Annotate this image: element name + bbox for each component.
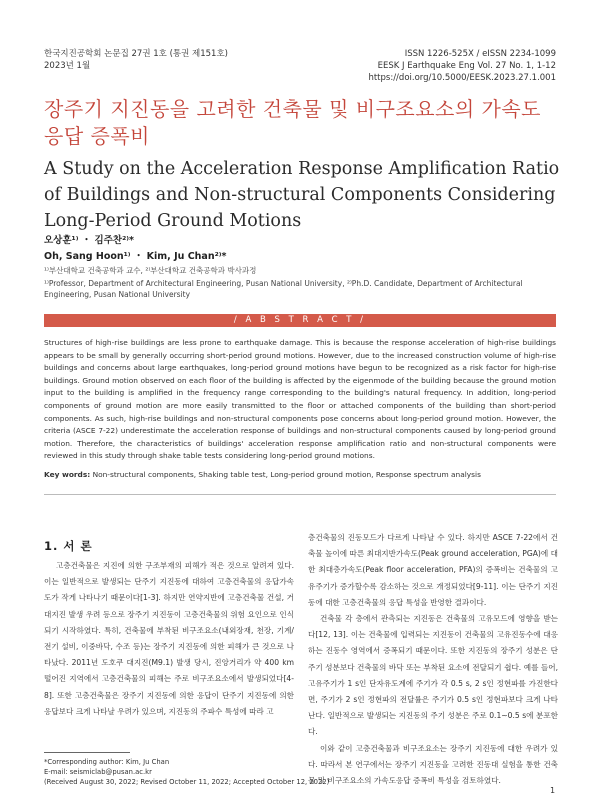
paragraph: 고층건축물은 지진에 의한 구조부재의 피해가 적은 것으로 알려져 있다. 이는 일반적으로 발생되는 단주기 지진동에 대하여 고층건축물의 응답가속도가 작게 나타나기 때문이다[1-3]. 하지만 연약지반에 고층건축물 건설, 거대지진 발생 우려 등으로 장주기 지진동이 고층건축물의 위험 요인으로 인식되기 시작하였다. 특히, 건축물에 부착된 비구조요소(내외장재, 천장, 기계/전기 설비, 이중바닥, 수조 등)는 장주기 지진동에 의한 피해가 큰 것으로 나타났다. 2011년 도호쿠 대지진(M9.1) 발생 당시, 진앙거리가 약 400 km 떨어진 지역에서 고층건축물의 피해는 주로 비구조요소에서 발생되었다[4-8]. 또한 고층건축물은 장주기 지진동에 의한 응답이 단주기 지진동에 의한 응답보다 크게 나타날 우려가 있으며, 지진동의 주파수 특성에 따라 고 [44, 561, 294, 716]
journal-header-right [368, 48, 556, 84]
abstract-banner [44, 314, 556, 327]
page-number: 1 [550, 786, 556, 795]
paragraph: 이와 같이 고층건축물과 비구조요소는 장주기 지진동에 대한 우려가 있다. 따라서 본 연구에서는 장주기 지진동을 고려한 진동대 실험을 통한 건축물 및 비구조요소의 가속도응답 증폭비 특성을 검토하였다. [308, 743, 558, 786]
journal-name-ko: 한국지진공학회 논문집 27권 1호 (통권 제151호) [44, 49, 228, 59]
issn: ISSN 1226-525X / eISSN 2234-1099 [404, 49, 556, 59]
title-korean: 장주기 지진동을 고려한 건축물 및 비구조요소의 가속도 응답 증폭비 [44, 97, 542, 148]
received-dates: (Received August 30, 2022; Revised October 11, 2022; Accepted October 12, 2022) [44, 778, 330, 786]
keywords [44, 470, 556, 479]
email: E-mail: seismiclab@pusan.ac.kr [44, 768, 152, 776]
footnote-divider [44, 752, 130, 753]
paragraph: 층건축물의 진동모드가 다르게 나타날 수 있다. 하지만 ASCE 7-22에서 건축물 높이에 따른 최대지반가속도(Peak ground acceleration, PGA)에 대한 최대층가속도(Peak floor acceleration, PFA)의 증폭비는 건축물의 고유주기가 증가할수록 감소하는 것으로 개정되었다[9-11]. 이는 단주기 지진동에 대한 고층건축물의 응답 특성을 반영한 결과이다. [308, 533, 558, 607]
footnote [44, 757, 329, 787]
section-heading-introduction: 1. 서 론 [44, 539, 93, 553]
keywords-label: Key words: [44, 470, 91, 479]
title-english: A Study on the Acceleration Response Amplification Ratio of Buildings and Non-structural Components Considering Long-Period Ground Motions [44, 159, 560, 231]
keywords-list: Non-structural components, Shaking table test, Long-period ground motion, Response spectrum analysis [92, 470, 481, 479]
abstract-text: Structures of high-rise buildings are less prone to earthquake damage. This is because the response acceleration of high-rise buildings appears to be small by generally occurring short-period ground motions. However, due to the increased construction volume of high-rise buildings and concerns about large earthquakes, long-period ground motions have begun to be recognized as a risk factor for high-rise buildings. Ground motion observed on each floor of the building is affected by the eigenmode of the building because the ground motion input to the building is amplified in the frequency range corresponding to the building's natural frequency. In addition, long-period components of ground motion are more easily transmitted to the floor or attached components of the building than short-period components. As such, high-rise buildings and non-structural components pose concerns about long-period ground motion. However, the criteria (ASCE 7-22) underestimate the acceleration response of buildings and non-structural components caused by long-period ground motion. Therefore, the characteristics of buildings' acceleration response amplification ratio and non-structural components were reviewed in this study through shake table tests considering long-period ground motions. [44, 338, 556, 461]
authors-english: Oh, Sang Hoon¹⁾ ・ Kim, Ju Chan²⁾* [44, 251, 227, 262]
journal-name-en: EESK J Earthquake Eng Vol. 27 No. 1, 1-12 [377, 61, 556, 71]
corresponding-author: *Corresponding author: Kim, Ju Chan [44, 758, 170, 766]
affiliation-korean: ¹⁾부산대학교 건축공학과 교수, ²⁾부산대학교 건축공학과 박사과정 [44, 266, 257, 275]
paragraph: 건축물 각 층에서 관측되는 지진동은 건축물의 고유모드에 영향을 받는다[12, 13]. 이는 건축물에 입력되는 지진동이 건축물의 고유진동수에 대응하는 진동수 영역에서 증폭되기 때문이다. 또한 지진동의 장주기 성분은 단주기 성분보다 건축물의 바닥 또는 부착된 요소에 전달되기 쉽다. 예를 들어, 고유주기가 1 s인 단자유도계에 주기가 각 0.5 s, 2 s인 정현파를 가진한다면, 주기가 2 s인 정현파의 전달률은 주기가 0.5 s인 정현파보다 크게 나타난다. 일반적으로 발생되는 지진동의 주기 성분은 주로 0.1~0.5 s에 분포한다. [308, 614, 558, 737]
affiliation-english: ¹⁾Professor, Department of Architectural Engineering, Pusan National University, ²⁾Ph.D. Candidate, Department of Architectural Engineering, Pusan National University [44, 279, 523, 299]
abstract-heading: / A B S T R A C T / [233, 315, 367, 325]
body-column-left [44, 558, 294, 720]
authors-korean: 오상훈¹⁾ ・ 김주찬²⁾* [44, 235, 134, 246]
journal-header-left [44, 48, 228, 72]
journal-date-ko: 2023년 1월 [44, 61, 91, 71]
divider [44, 494, 556, 495]
doi-link[interactable]: https://doi.org/10.5000/EESK.2023.27.1.001 [368, 73, 556, 83]
body-column-right [308, 530, 558, 789]
